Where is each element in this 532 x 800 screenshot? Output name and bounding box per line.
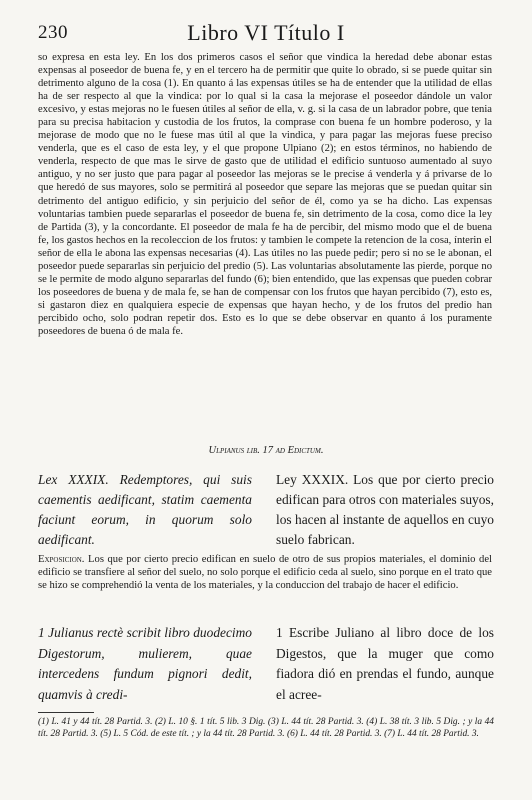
source-citation: Ulpianus lib. 17 ad Edictum. — [208, 445, 324, 456]
law-latin: Lex XXXIX. Redemptores, qui suis caementis aedificant, statim caementa faciunt eorum, in quorum solo aedificant. — [38, 472, 252, 547]
commentary-text — [38, 51, 492, 338]
footnotes: (1) L. 41 y 44 tít. 28 Partid. 3. (2) L. 10 §. 1 tít. 5 lib. 3 Dig. (3) L. 44 tít. 28 Partid. 3. (4) L. 38 tít. 3 lib. 5 Dig. ; y la 44 tít. 28 Partid. 3. (5) L. 5 Cód. de este tít. ; y la 44 tít. 28 Partid. 3. (6) L. 44 tít. 28 Partid. 3. (7) L. 44 tít. 28 Partid. 3. — [38, 717, 494, 739]
page-number: 230 — [38, 22, 68, 43]
page-header — [38, 20, 494, 50]
commentary-paragraph: so expresa en esta ley. En los dos primeros casos el señor que vindica la heredad debe abonar estas expensas al poseedor de buena fe, y en el tercero ha de permitir que quite lo obrado, si se puede quitar sin detrimento alguno de la cosa (1). En quanto á las expensas útiles se ha de entender que la utilidad de ellas ha de ser respecto al que la vindica: por lo qual si la casa la mejorase el poseedor dándole un valor excesivo, y estas mejoras no le fuesen útiles al señor de ella, v. g. si la casa de un labrador pobre, que tenia para su precisa habitacion y custodia de los frutos, la comprase con buena fe un hombre poderoso, y la mejorase de modo que no le fuese mas útil al que la vindica, y para pagar las mejoras fuese preciso venderla, que es el caso de esta ley, y el que propone Ulpiano (2); en estos términos, no habiendo de venderla, respecto de que mas le sirve de gasto que de utilidad el edificio suntuoso aumentado al suyo antiguo, y no ser justo que para pagar al poseedor las mejoras se le precise á venderla y á privarse de lo que heredó de sus mayores, solo se permitirá al poseedor que separe las mejoras que se puedan quitar sin detrimento del antiguo edificio, y sin perjuicio del señor de él, como ya se ha dicho. Las expensas voluntarias tambien puede separarlas el poseedor de buena fe, sin detrimento de la cosa, como dice la ley de Partida (3), y la concordante. El poseedor de mala fe ha de percibir, del mismo modo que el de buena fe, los gastos hechos en la recoleccion de los frutos: y tambien le compete la retencion de la cosa, ínterin el señor de ella le abona las expensas necesarias (4). Las útiles no las puede pedir; pero si no se le abonan, el poseedor puede separarlas sin perjuicio del predio (5). Las voluntarias absolutamente las pierde, porque no se le permite de modo alguno separarlas del fundo (6); bien entendido, que las expensas que pueden cobrar los poseedores de buena y de mala fe, se han de compensar con los frutos que hayan percibido (7), esto es, si gastaron diez en qualquiera especie de expensas que hayan hecho, y de los frutos del predio han percibido ocho, solo podran repetir dos. Esto es lo que se debe observar en quanto á los puramente poseedores de buena ó de mala fe. — [38, 52, 492, 337]
law-spanish: Ley XXXIX. Los que por cierto precio edifican para otros con materiales suyos, los hacen al instante de aquellos en cuyo suelo fabrican. — [276, 472, 494, 547]
paragraph-one-latin: 1 Julianus rectè scribit libro duodecimo Digestorum, mulierem, quae intercedens fundum pignori dedit, quamvis à credi- — [38, 625, 252, 702]
running-title: Libro VI Título I — [187, 20, 345, 45]
exposition-label: Exposicion. — [38, 554, 85, 565]
footnote-rule — [38, 712, 94, 713]
paragraph-one-spanish: 1 Escribe Juliano al libro doce de los Digestos, que la muger que como fiadora dió en prendas el fundo, aunque el acree- — [276, 625, 494, 702]
exposition — [38, 553, 492, 593]
exposition-text: Los que por cierto precio edifican en suelo de otro de sus propios materiales, el dominio del edificio se transfiere al señor del suelo, no solo porque el edificio ceda al suelo, sino porque en el trato que se hizo se comprehendió la venta de los materiales, y la conduccion del trabajo de hacer el edificio. — [38, 554, 492, 592]
